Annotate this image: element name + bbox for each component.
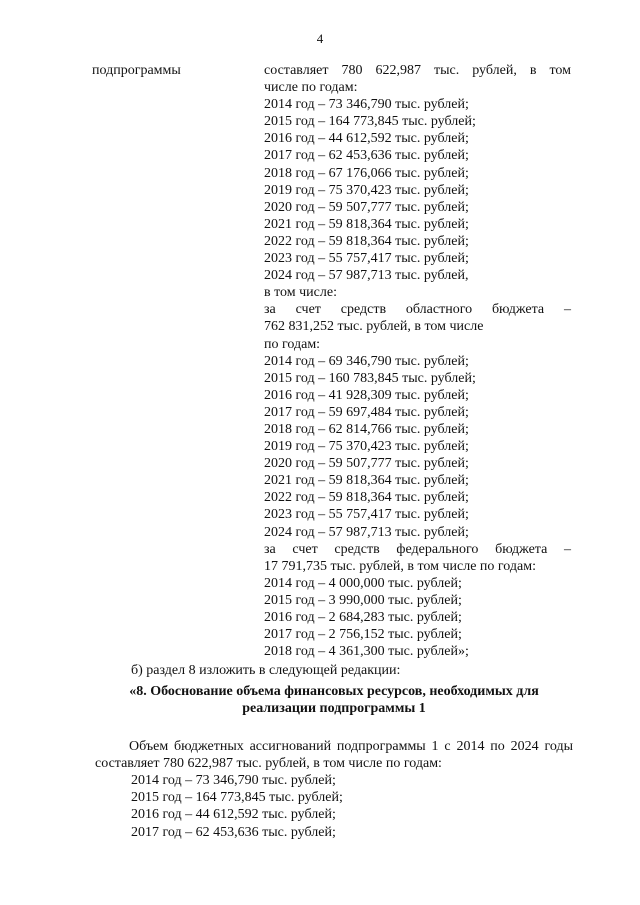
funding-cell [264,62,571,660]
regional-year-line: 2019 год – 75 370,423 тыс. рублей; [264,439,469,455]
paragraph-year-line: 2017 год – 62 453,636 тыс. рублей; [131,824,336,840]
year-line: 2016 год – 44 612,592 тыс. рублей; [264,131,469,147]
paragraph-year-line: 2014 год – 73 346,790 тыс. рублей; [131,773,336,789]
federal-year-line: 2018 год – 4 361,300 тыс. рублей»; [264,644,469,660]
year-line: 2023 год – 55 757,417 тыс. рублей; [264,251,469,267]
funding-intro-cont: числе по годам: [264,80,358,96]
section-heading [95,683,573,717]
table-row-label: подпрограммы [92,63,181,78]
regional-year-line: 2021 год – 59 818,364 тыс. рублей; [264,473,469,489]
year-line: 2014 год – 73 346,790 тыс. рублей; [264,97,469,113]
year-line: 2018 год – 67 176,066 тыс. рублей; [264,165,469,181]
regional-year-line: 2023 год – 55 757,417 тыс. рублей; [264,507,469,523]
regional-year-line: 2017 год – 59 697,484 тыс. рублей; [264,404,469,420]
section-heading-line2: реализации подпрограммы 1 [242,701,426,717]
year-line: 2021 год – 59 818,364 тыс. рублей; [264,216,469,232]
regional-budget-by-years: по годам: [264,336,321,352]
regional-budget-intro: за счет средств областного бюджета – [264,302,571,318]
paragraph: Объем бюджетных ассигнований подпрограммы 1 с 2014 по 2024 годы составляет 780 622,987 тыс. рублей, в том числе по годам: [95,739,573,772]
document-body [95,662,573,841]
section-heading-line1: «8. Обоснование объема финансовых ресурсов, необходимых для [129,684,539,700]
year-line: 2022 год – 59 818,364 тыс. рублей; [264,233,469,249]
year-line: 2017 год – 62 453,636 тыс. рублей; [264,148,469,164]
regional-budget-total: 762 831,252 тыс. рублей, в том числе [264,319,484,335]
regional-year-line: 2020 год – 59 507,777 тыс. рублей; [264,456,469,472]
regional-year-line: 2022 год – 59 818,364 тыс. рублей; [264,490,469,506]
year-line: 2024 год – 57 987,713 тыс. рублей, [264,268,469,284]
federal-year-line: 2015 год – 3 990,000 тыс. рублей; [264,592,462,608]
funding-intro: составляет 780 622,987 тыс. рублей, в том [264,63,571,78]
regional-year-line: 2015 год – 160 783,845 тыс. рублей; [264,370,476,386]
page-number: 4 [316,31,324,46]
regional-year-line: 2024 год – 57 987,713 тыс. рублей; [264,524,469,540]
regional-year-line: 2014 год – 69 346,790 тыс. рублей; [264,353,469,369]
year-line: 2015 год – 164 773,845 тыс. рублей; [264,114,476,130]
year-line: 2020 год – 59 507,777 тыс. рублей; [264,199,469,215]
federal-budget-total: 17 791,735 тыс. рублей, в том числе по годам: [264,558,536,574]
regional-year-line: 2016 год – 41 928,309 тыс. рублей; [264,387,469,403]
federal-year-line: 2014 год – 4 000,000 тыс. рублей; [264,575,462,591]
federal-budget-intro: за счет средств федерального бюджета – [264,541,571,557]
federal-year-line: 2016 год – 2 684,283 тыс. рублей; [264,610,462,625]
regional-year-line: 2018 год – 62 814,766 тыс. рублей; [264,421,469,437]
year-line: 2019 год – 75 370,423 тыс. рублей; [264,182,469,198]
federal-year-line: 2017 год – 2 756,152 тыс. рублей; [264,627,462,643]
section-b-instruction: б) раздел 8 изложить в следующей редакции: [131,663,401,678]
paragraph-year-line: 2015 год – 164 773,845 тыс. рублей; [131,790,343,806]
including-label: в том числе: [264,285,337,301]
paragraph-year-line: 2016 год – 44 612,592 тыс. рублей; [131,807,336,823]
